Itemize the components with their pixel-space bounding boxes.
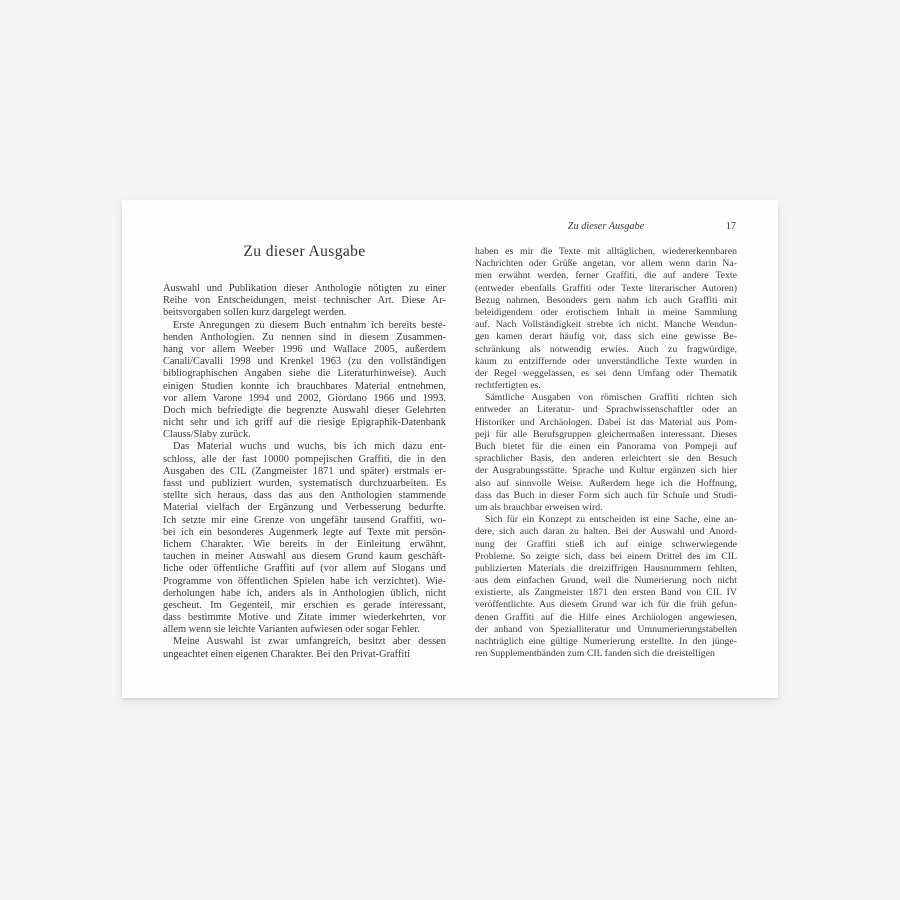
text-line: denen Graffiti auf die Hilfe eines Archäologen angewiesen,	[475, 611, 737, 623]
text-line: ungeachtet einen eigenen Charakter. Bei den Privat-Graffiti	[163, 648, 411, 660]
text-line: vor allem Varone 1994 und 2002, Giordano 1966 und 1993.	[163, 392, 446, 404]
text-line: dass das Buch in dieser Form sich auch für Schule und Studi-	[475, 489, 737, 501]
right-page	[475, 200, 737, 698]
paragraph	[475, 514, 737, 660]
text-line: entweder an Literatur- und Sprachwissenschaftler oder an	[475, 404, 737, 416]
text-line: sprachlicher Basis, den anderen erleichtert sie den Besuch	[475, 453, 737, 465]
text-line: Sich für ein Konzept zu entscheiden ist eine Sache, eine an-	[485, 514, 737, 526]
text-line: Auswahl und Publikation dieser Anthologie nötigten zu einer	[163, 283, 446, 294]
text-line: bei ich ein besonderes Augenmerk legte auf Texte mit persön-	[163, 526, 446, 538]
text-line: publizierten Materials die dreiziffrigen Hausnummern fehlten,	[475, 562, 737, 574]
text-line: Canali/Cavalli 1998 und Krenkel 1963 (zu den vollständigen	[163, 356, 446, 368]
text-line: schloss, alle der fast 10000 pompejischen Graffiti, die in den	[163, 453, 446, 465]
text-line: Probleme. So zeigte sich, dass bei einem Drittel des im CIL	[475, 550, 737, 562]
text-line: derholungen habe ich, anders als in Anthologien üblich, nicht	[163, 587, 446, 599]
text-line: henden Anthologien. Zu nennen sind in diesem Zusammen-	[163, 331, 446, 343]
text-line: der Regel weggelassen, es sei denn Umfang oder Thematik	[475, 367, 737, 379]
text-line: haben es mir die Texte mit alltäglichen, wiedererkennbaren	[475, 246, 737, 257]
text-line: beleidigendem oder erotischem Inhalt in meine Sammlung	[475, 306, 737, 318]
text-line: Nachrichten oder Grüße angetan, vor allem wenn darin Na-	[475, 258, 737, 270]
running-head: Zu dieser Ausgabe	[567, 221, 645, 232]
text-line: Bezug nahmen. Besonders gern nahm ich auch Graffiti mit	[475, 294, 737, 306]
text-line: also auf sinnvolle Weise. Außerdem hege ich die Hoffnung,	[475, 477, 737, 489]
text-line: der anhand von Spezialliteratur und Umnumerierungstabellen	[475, 623, 737, 635]
paragraph	[163, 320, 446, 442]
text-line: Ich setzte mir eine Grenze von ungefähr tausend Graffiti, wo-	[163, 514, 446, 526]
text-line: gescheut. Im Gegenteil, mir erschien es gerade interessant,	[163, 599, 446, 611]
paragraph	[475, 392, 737, 514]
text-line: nicht sehr und ich griff auf die riesige Epigraphik-Datenbank	[163, 417, 446, 429]
text-line: Erste Anregungen zu diesem Buch entnahm ich bereits beste-	[173, 319, 446, 331]
text-line: veröffentlichte. Aus diesem Grund war ich für die früh gefun-	[475, 599, 737, 611]
text-line: existierte, als Zangmeister 1871 den ersten Band von CIL IV	[475, 587, 737, 599]
text-line: Doch mich befriedigte die begrenzte Auswahl dieser Gelehrten	[163, 404, 446, 416]
text-line: rechtfertigten es.	[475, 380, 541, 392]
text-line: (entweder ebenfalls Graffiti oder Texte literarischer Autoren)	[475, 282, 737, 294]
text-line: Meine Auswahl ist zwar umfangreich, besitzt aber dessen	[173, 636, 446, 648]
text-line: Sämtliche Ausgaben von römischen Graffiti richten sich	[485, 392, 737, 404]
paragraph	[163, 283, 446, 320]
text-line: allem wenn sie leichte Varianten aufwiesen oder sogar Fehler.	[163, 624, 420, 636]
text-line: Programme von öffentlichen Spielen habe ich verzichtet). Wie-	[163, 575, 446, 587]
text-line: kaum zu entziffernde oder unverständliche Texte wurden in	[475, 355, 737, 367]
text-line: einigen Studien konnte ich brauchbares Material entnehmen,	[163, 380, 446, 392]
chapter-heading: Zu dieser Ausgabe	[243, 243, 366, 260]
text-line: men erwähnt werden, ferner Graffiti, die auf andere Texte	[475, 270, 737, 282]
text-line: Historiker und Archäologen. Dabei ist das Material aus Pom-	[475, 416, 737, 428]
text-line: gen kamen derart häufig vor, dass sich eine gewisse Be-	[475, 331, 737, 343]
text-line: der Ausgrabungsstätte. Sprache und Kultur ergänzen sich hier	[475, 465, 737, 477]
text-line: peji für alle Berufsgruppen gleichermaßen interessant. Dieses	[475, 428, 737, 440]
text-line: bibliographischen Angaben siehe die Literaturhinweise). Auch	[163, 368, 446, 380]
left-page	[163, 200, 446, 698]
page-number: 17	[725, 221, 736, 232]
text-line: dere, sich auch daran zu halten. Bei der Auswahl und Anord-	[475, 526, 737, 538]
text-line: stellte sich heraus, dass das aus den Anthologien stammende	[163, 490, 446, 502]
text-line: liche oder öffentliche Graffiti auf (vor allem auf Slogans und	[163, 563, 446, 575]
paragraph	[163, 636, 446, 660]
text-line: schränkung als notwendig erwies. Auch zu fragwürdige,	[475, 343, 737, 355]
text-line: Das Material wuchs und wuchs, bis ich mich dazu ent-	[173, 441, 446, 453]
paragraph	[475, 246, 737, 392]
text-line: lichem Charakter. Wie bereits in der Einleitung erwähnt,	[163, 538, 446, 550]
paragraph	[163, 441, 446, 636]
text-line: nachträglich eine gültige Numerierung erstellte. In den jünge-	[475, 636, 737, 647]
text-line: nung der Graffiti stieß ich auf einige schwerwiegende	[475, 538, 737, 550]
text-line: Clauss/Slaby zurück.	[163, 429, 251, 441]
text-line: Ausgaben des CIL (Zangmeister 1871 und später) erstmals er-	[163, 465, 446, 477]
text-line: um als brauchbar erweisen wird.	[475, 501, 603, 513]
text-line: fasst und publiziert wurden, systematisch durchzuarbeiten. Es	[163, 478, 446, 489]
text-line: Reihe von Entscheidungen, meist technischer Art. Diese Ar-	[163, 295, 446, 307]
book-spread	[122, 200, 778, 698]
text-line: beitsvorgaben sollen kurz dargelegt werden.	[163, 307, 347, 319]
left-page-text	[163, 283, 446, 661]
text-line: aus dem einfachen Grund, weil die Numerierung noch nicht	[475, 575, 737, 587]
text-line: auf. Nach Vollständigkeit strebte ich nicht. Manche Wendun-	[475, 319, 737, 331]
text-line: hang vor allem Weeber 1996 und Wallace 2005, außerdem	[163, 343, 446, 355]
text-line: dass bestimmte Motive und Zitate immer wiederkehrten, vor	[163, 612, 446, 624]
text-line: Buch bietet für die einen ein Panorama von Pompeji auf	[475, 441, 737, 452]
text-line: Material vielfach der Ergänzung und Verbesserung bedurfte.	[163, 502, 446, 514]
text-line: tauchen in meiner Auswahl aus diesem Grund kaum geschäft-	[163, 551, 446, 563]
page-header	[475, 221, 737, 234]
text-line: ren Supplementbänden zum CIL fanden sich die dreistelligen	[475, 648, 715, 660]
right-page-text	[475, 246, 737, 660]
